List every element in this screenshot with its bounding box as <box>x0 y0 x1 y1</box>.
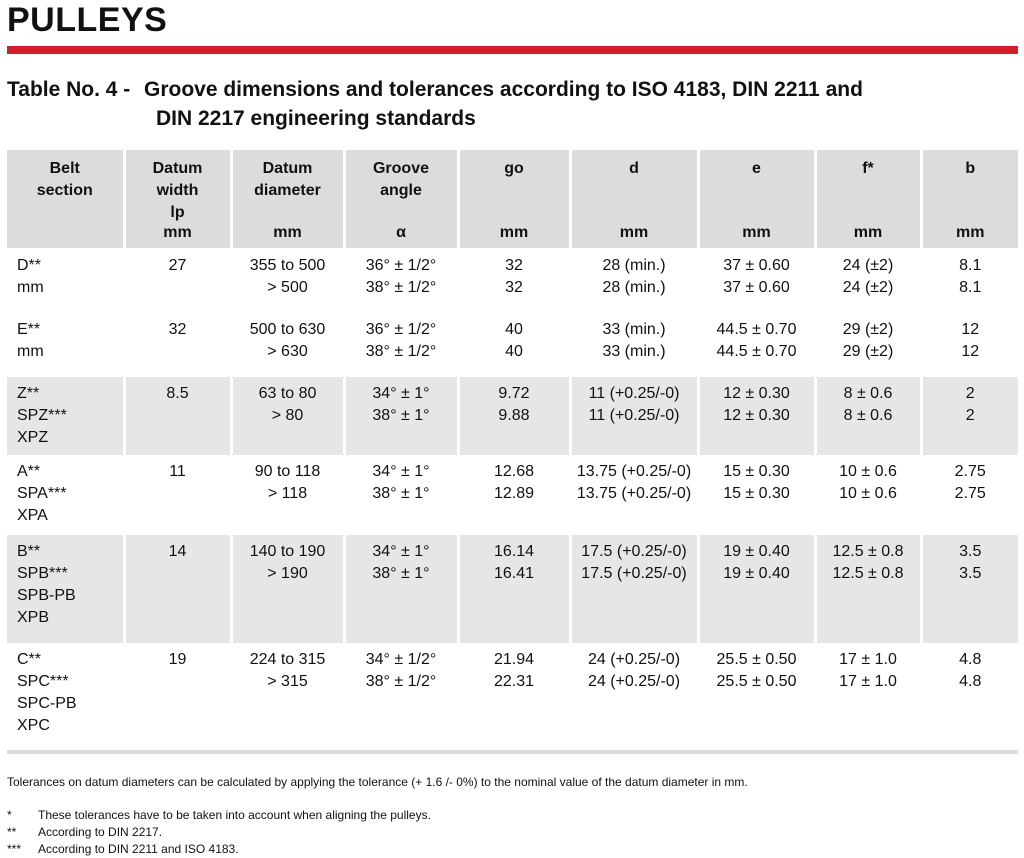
cell-line: 32 <box>168 321 187 338</box>
header-unit: α <box>396 224 406 241</box>
tolerance-note: Tolerances on datum diameters can be calculated by applying the tolerance (+ 1.6 /- 0%) to the nominal value of the datum diameter in mm. <box>7 775 748 789</box>
cell-line: A** <box>17 463 41 480</box>
cell-line: D** <box>17 257 42 274</box>
header-text: Belt <box>49 160 80 177</box>
cell-datum-diameter <box>231 643 344 751</box>
header-text: b <box>965 160 976 177</box>
table-row <box>7 535 1018 643</box>
cell-line: 38° ± 1/2° <box>365 673 437 690</box>
cell-groove-angle <box>344 377 458 455</box>
cell-line: 24 (±2) <box>842 257 894 274</box>
cell-line: 19 <box>168 651 187 668</box>
footnote-text: According to DIN 2217. <box>38 825 163 839</box>
footnote-text: According to DIN 2211 and ISO 4183. <box>38 842 239 856</box>
cell-line: 38° ± 1° <box>372 407 430 424</box>
header-text: angle <box>380 182 422 199</box>
cell-line: 3.5 <box>959 543 982 560</box>
cell-line: 37 ± 0.60 <box>723 279 790 296</box>
table-row <box>7 455 1018 535</box>
cell-e <box>698 455 815 535</box>
cell-line: SPC*** <box>17 673 69 690</box>
cell-line: 29 (±2) <box>842 321 894 338</box>
footnote <box>7 841 431 858</box>
cell-d <box>570 455 698 535</box>
cell-line: 38° ± 1/2° <box>365 343 437 360</box>
cell-groove-angle <box>344 643 458 751</box>
cell-b <box>921 248 1018 313</box>
cell-line: 90 to 118 <box>254 463 321 480</box>
cell-line: 8 ± 0.6 <box>843 385 893 402</box>
cell-go <box>458 313 570 377</box>
column-header-f <box>815 150 921 248</box>
groove-dimensions-table <box>7 150 1018 751</box>
cell-line: 2.75 <box>954 463 986 480</box>
cell-line: SPC-PB <box>17 695 77 712</box>
cell-line: 40 <box>505 321 523 338</box>
column-header-datum-diameter <box>231 150 344 248</box>
cell-line: 28 (min.) <box>602 257 666 274</box>
cell-line: 12 ± 0.30 <box>723 407 790 424</box>
cell-line: 10 ± 0.6 <box>839 463 897 480</box>
cell-line: B** <box>17 543 41 560</box>
cell-line: SPZ*** <box>17 407 67 424</box>
cell-datum-diameter <box>231 313 344 377</box>
cell-section <box>7 313 124 377</box>
cell-line: 44.5 ± 0.70 <box>716 343 797 360</box>
cell-datum-diameter <box>231 377 344 455</box>
cell-d <box>570 313 698 377</box>
cell-line: 500 to 630 <box>249 321 326 338</box>
cell-line: 13.75 (+0.25/-0) <box>576 485 692 502</box>
cell-b <box>921 455 1018 535</box>
cell-go <box>458 535 570 643</box>
cell-line: > 118 <box>267 485 308 502</box>
cell-line: 8.1 <box>959 257 982 274</box>
cell-f <box>815 535 921 643</box>
cell-line: 25.5 ± 0.50 <box>716 651 797 668</box>
cell-line: 8.1 <box>959 279 982 296</box>
footnote-mark: *** <box>7 842 22 856</box>
cell-datum-width <box>124 313 231 377</box>
header-text: d <box>629 160 639 177</box>
cell-line: 29 (±2) <box>842 343 894 360</box>
footnote-text: These tolerances have to be taken into account when aligning the pulleys. <box>38 808 431 822</box>
cell-line: 10 ± 0.6 <box>839 485 897 502</box>
column-header-belt-section <box>7 150 124 248</box>
cell-line: 11 <box>169 463 186 480</box>
cell-line: mm <box>17 279 44 296</box>
cell-f <box>815 643 921 751</box>
column-header-d <box>570 150 698 248</box>
header-text: Datum <box>262 160 313 177</box>
cell-line: 17.5 (+0.25/-0) <box>581 543 687 560</box>
cell-line: 2 <box>965 385 975 402</box>
cell-line: 12 <box>961 343 980 360</box>
cell-line: 24 (+0.25/-0) <box>587 651 681 668</box>
header-text: Groove <box>372 160 429 177</box>
cell-e <box>698 313 815 377</box>
cell-line: 36° ± 1/2° <box>365 321 437 338</box>
header-unit: mm <box>853 224 883 241</box>
cell-go <box>458 643 570 751</box>
cell-d <box>570 643 698 751</box>
cell-line: 15 ± 0.30 <box>723 485 790 502</box>
cell-line: 22.31 <box>493 673 535 690</box>
cell-line: XPC <box>17 717 50 734</box>
cell-line: 11 (+0.25/-0) <box>588 407 680 424</box>
table-row <box>7 248 1018 313</box>
cell-line: 15 ± 0.30 <box>723 463 790 480</box>
cell-line: 40 <box>505 343 523 360</box>
title-divider <box>7 46 1018 54</box>
header-text: e <box>752 160 761 177</box>
cell-line: 9.72 <box>498 385 530 402</box>
header-text: width <box>156 182 199 199</box>
cell-datum-diameter <box>231 535 344 643</box>
cell-e <box>698 248 815 313</box>
cell-line: 17.5 (+0.25/-0) <box>581 565 687 582</box>
page-title: PULLEYS <box>7 1 168 39</box>
cell-b <box>921 535 1018 643</box>
cell-groove-angle <box>344 535 458 643</box>
cell-line: SPA*** <box>17 485 67 502</box>
header-text: diameter <box>254 182 321 199</box>
cell-line: 9.88 <box>498 407 530 424</box>
footnotes <box>7 807 431 858</box>
cell-line: 25.5 ± 0.50 <box>716 673 797 690</box>
table-bottom-rule <box>7 750 1018 754</box>
cell-line: 16.14 <box>493 543 535 560</box>
cell-line: 4.8 <box>959 651 982 668</box>
cell-section <box>7 535 124 643</box>
cell-datum-width <box>124 248 231 313</box>
cell-line: 13.75 (+0.25/-0) <box>576 463 692 480</box>
header-row <box>7 150 1018 248</box>
cell-line: 24 (+0.25/-0) <box>587 673 681 690</box>
cell-go <box>458 248 570 313</box>
cell-d <box>570 377 698 455</box>
cell-section <box>7 643 124 751</box>
header-unit: mm <box>742 224 771 241</box>
cell-datum-width <box>124 535 231 643</box>
header-unit: mm <box>619 224 649 241</box>
cell-line: 19 ± 0.40 <box>723 565 790 582</box>
cell-line: 33 (min.) <box>602 343 666 360</box>
cell-groove-angle <box>344 455 458 535</box>
cell-line: 140 to 190 <box>249 543 326 560</box>
cell-line: 12.89 <box>493 485 535 502</box>
cell-line: > 500 <box>267 279 308 296</box>
cell-e <box>698 643 815 751</box>
column-header-datum-width <box>124 150 231 248</box>
header-unit: mm <box>956 224 985 241</box>
cell-line: 11 (+0.25/-0) <box>588 385 680 402</box>
cell-line: 12.68 <box>493 463 535 480</box>
cell-line: 27 <box>168 257 187 274</box>
cell-go <box>458 377 570 455</box>
cell-line: 17 ± 1.0 <box>839 651 897 668</box>
cell-line: 4.8 <box>959 673 982 690</box>
header-unit: mm <box>499 224 529 241</box>
cell-line: 38° ± 1° <box>372 565 430 582</box>
cell-line: 32 <box>505 257 523 274</box>
cell-datum-diameter <box>231 455 344 535</box>
cell-line: 34° ± 1/2° <box>365 651 437 668</box>
table-heading <box>7 75 1007 133</box>
cell-d <box>570 535 698 643</box>
cell-line: 16.41 <box>493 565 535 582</box>
cell-section <box>7 377 124 455</box>
cell-section <box>7 248 124 313</box>
cell-line: 19 ± 0.40 <box>723 543 790 560</box>
cell-f <box>815 248 921 313</box>
cell-line: 34° ± 1° <box>372 463 430 480</box>
table-row <box>7 313 1018 377</box>
cell-groove-angle <box>344 248 458 313</box>
cell-line: 14 <box>168 543 187 560</box>
cell-e <box>698 377 815 455</box>
footnote-mark: * <box>7 808 12 822</box>
cell-line: 36° ± 1/2° <box>365 257 437 274</box>
header-text: lp <box>170 204 185 221</box>
table-row <box>7 377 1018 455</box>
column-header-b <box>921 150 1018 248</box>
header-unit: mm <box>273 224 302 241</box>
cell-e <box>698 535 815 643</box>
cell-line: > 630 <box>267 343 308 360</box>
cell-line: mm <box>17 343 44 360</box>
cell-f <box>815 313 921 377</box>
cell-line: 2 <box>965 407 975 424</box>
table-row <box>7 643 1018 751</box>
table-title-line2: DIN 2217 engineering standards <box>156 107 476 130</box>
cell-line: 63 to 80 <box>258 385 317 402</box>
cell-line: XPZ <box>17 429 49 446</box>
cell-line: > 315 <box>267 673 308 690</box>
cell-line: 33 (min.) <box>602 321 666 338</box>
cell-d <box>570 248 698 313</box>
header-text: Datum <box>152 160 203 177</box>
table-title-line1: Groove dimensions and tolerances according to ISO 4183, DIN 2211 and <box>144 78 863 101</box>
cell-line: 12 <box>961 321 980 338</box>
table-number: Table No. 4 - <box>7 78 131 101</box>
cell-line: 38° ± 1/2° <box>365 279 437 296</box>
cell-line: 355 to 500 <box>249 257 326 274</box>
cell-line: 17 ± 1.0 <box>839 673 897 690</box>
header-unit: mm <box>163 224 192 241</box>
cell-go <box>458 455 570 535</box>
cell-line: 37 ± 0.60 <box>723 257 790 274</box>
cell-line: 38° ± 1° <box>372 485 430 502</box>
cell-f <box>815 455 921 535</box>
cell-line: SPB-PB <box>17 587 76 604</box>
cell-datum-diameter <box>231 248 344 313</box>
column-header-groove-angle <box>344 150 458 248</box>
footnote-mark: ** <box>7 825 17 839</box>
header-text: go <box>504 160 524 177</box>
cell-line: 12.5 ± 0.8 <box>832 565 904 582</box>
footnote <box>7 824 431 841</box>
cell-line: 21.94 <box>493 651 535 668</box>
cell-groove-angle <box>344 313 458 377</box>
cell-line: 34° ± 1° <box>372 543 430 560</box>
cell-line: XPB <box>17 609 50 626</box>
cell-line: XPA <box>17 507 48 524</box>
cell-b <box>921 643 1018 751</box>
cell-section <box>7 455 124 535</box>
column-header-go <box>458 150 570 248</box>
column-header-e <box>698 150 815 248</box>
cell-line: 2.75 <box>954 485 986 502</box>
cell-line: E** <box>17 321 41 338</box>
footnote <box>7 807 431 824</box>
cell-line: 44.5 ± 0.70 <box>716 321 797 338</box>
cell-line: SPB*** <box>17 565 68 582</box>
cell-f <box>815 377 921 455</box>
header-text: section <box>36 182 93 199</box>
cell-line: 12 ± 0.30 <box>723 385 790 402</box>
cell-line: 224 to 315 <box>249 651 326 668</box>
cell-line: 12.5 ± 0.8 <box>832 543 904 560</box>
cell-datum-width <box>124 643 231 751</box>
cell-datum-width <box>124 455 231 535</box>
cell-line: Z** <box>17 385 40 402</box>
cell-datum-width <box>124 377 231 455</box>
cell-b <box>921 377 1018 455</box>
cell-line: 32 <box>505 279 523 296</box>
cell-line: 8.5 <box>166 385 189 402</box>
cell-line: 8 ± 0.6 <box>843 407 893 424</box>
cell-line: C** <box>17 651 42 668</box>
cell-line: 34° ± 1° <box>372 385 430 402</box>
cell-line: 28 (min.) <box>602 279 666 296</box>
cell-b <box>921 313 1018 377</box>
header-text: f* <box>862 160 874 177</box>
cell-line: 3.5 <box>959 565 982 582</box>
cell-line: > 190 <box>267 565 308 582</box>
cell-line: 24 (±2) <box>842 279 894 296</box>
cell-line: > 80 <box>271 407 304 424</box>
